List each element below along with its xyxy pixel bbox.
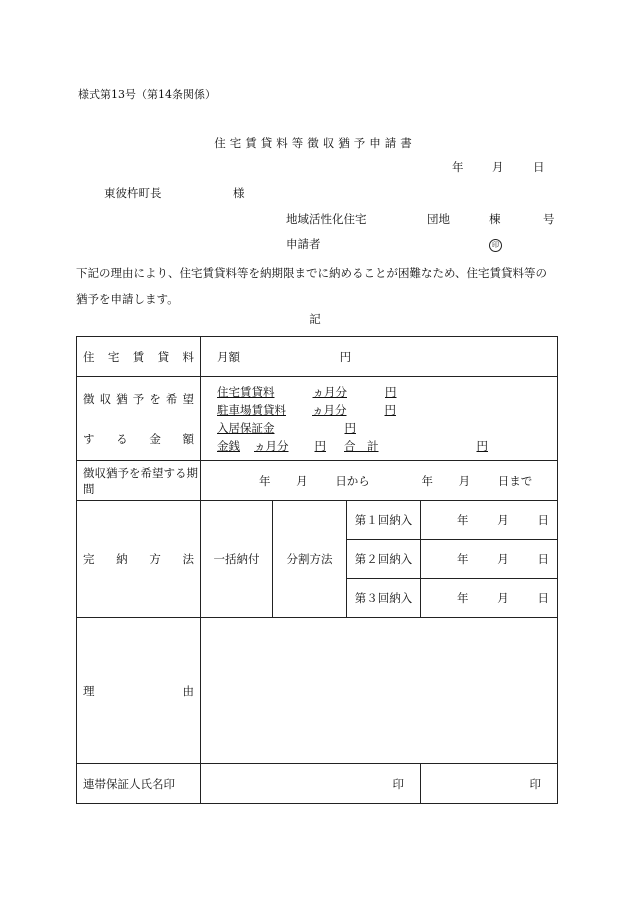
application-table — [76, 336, 558, 804]
fee-line-cash[interactable] — [217, 437, 551, 455]
fee-total-yen: 円 — [476, 438, 488, 453]
amount-label-line2-char: る — [116, 431, 128, 446]
rent-label-char: 賃 — [132, 349, 145, 364]
form-number: 様式第13号（第14条関係） — [78, 88, 216, 101]
rent-value-cell[interactable] — [201, 337, 558, 377]
applicant-label: 申請者 — [286, 237, 321, 251]
period-from-year: 年 — [259, 473, 271, 488]
fee-parking-months: ヵ月分 — [312, 402, 347, 417]
seal-stamp-icon: 印 — [489, 239, 502, 252]
guarantor-seal-1: 印 — [392, 776, 404, 791]
fee-cash-yen: 円 — [314, 438, 326, 453]
installment-2-date[interactable] — [421, 540, 558, 579]
period-to-day: 日まで — [497, 473, 533, 488]
payment-label-char: 法 — [182, 552, 194, 566]
application-statement: 下記の理由により、住宅賃貸料等を納期限までに納めることが困難なため、住宅賃貸料等の猶予を申請します。 — [76, 266, 548, 306]
installment-1-label: 第１回納入 — [347, 501, 421, 540]
fee-line-parking[interactable] — [217, 401, 551, 419]
rent-label — [83, 349, 194, 365]
guarantor-name-field-1[interactable] — [201, 764, 421, 804]
reason-label-cell — [77, 618, 201, 764]
inst3-day: 日 — [537, 591, 550, 605]
inst2-month: 月 — [497, 552, 509, 566]
payment-label-char: 完 — [83, 552, 95, 566]
reason-label-char: 理 — [83, 683, 95, 698]
honorific: 様 — [233, 186, 245, 200]
monthly-label: 月額 — [217, 349, 240, 364]
period-to-year: 年 — [421, 473, 433, 488]
inst1-day: 日 — [537, 513, 550, 527]
rent-label-char: 料 — [182, 349, 194, 364]
addressee: 東彼杵町長 — [104, 186, 162, 200]
rent-label-char: 住 — [83, 349, 95, 364]
installment-3-label: 第３回納入 — [347, 579, 421, 618]
reason-label-char: 由 — [182, 683, 194, 698]
row-guarantor — [77, 764, 558, 804]
installment-3-date[interactable] — [421, 579, 558, 618]
payment-label-char: 方 — [149, 552, 161, 566]
amount-label-cell — [77, 377, 201, 461]
date-year: 年 — [452, 160, 464, 174]
amount-label-line1-char: 収 — [99, 391, 112, 406]
amount-label-line1-char: 予 — [132, 391, 145, 406]
date-month: 月 — [492, 160, 504, 174]
fee-total-label: 合 計 — [344, 438, 379, 453]
applicant-seal — [489, 236, 502, 252]
period-to-month: 月 — [458, 473, 471, 488]
amount-label-line2-char: 額 — [182, 431, 194, 446]
inst2-day: 日 — [537, 552, 550, 566]
inst1-year: 年 — [457, 513, 469, 527]
amount-label-line1-char: を — [149, 391, 161, 406]
inst2-year: 年 — [457, 552, 469, 566]
installment-2-label: 第２回納入 — [347, 540, 421, 579]
payment-label — [83, 551, 194, 567]
row-amount — [77, 377, 558, 461]
fee-rent-name: 住宅賃貸料 — [217, 384, 275, 399]
inst3-year: 年 — [457, 591, 469, 605]
fee-cash-months: ヵ月分 — [254, 438, 289, 453]
document-title: 住宅賃貸料等徴収猶予申請書 — [214, 136, 416, 150]
amount-label-line2-char: す — [83, 431, 95, 446]
row-period — [77, 461, 558, 501]
amount-label-line1-char: 希 — [165, 391, 178, 406]
reason-input-area[interactable] — [201, 618, 558, 764]
payment-label-cell — [77, 501, 201, 618]
fee-rent-yen: 円 — [385, 384, 397, 399]
date-day: 日 — [533, 160, 545, 174]
guarantor-name-field-2[interactable] — [421, 764, 558, 804]
inst3-month: 月 — [497, 591, 509, 605]
rent-label-char: 貸 — [157, 349, 170, 364]
lump-sum-option[interactable]: 一括納付 — [201, 501, 273, 618]
amount-values-cell[interactable] — [201, 377, 558, 461]
guarantor-seal-2: 印 — [529, 776, 542, 791]
split-option[interactable]: 分割方法 — [273, 501, 347, 618]
amount-label-line1 — [83, 379, 194, 419]
rent-label-char: 宅 — [107, 349, 120, 364]
row-reason — [77, 618, 558, 764]
fee-cash-name: 金銭 — [217, 438, 240, 453]
fee-parking-name: 駐車場賃貸料 — [217, 402, 286, 417]
ki-heading: 記 — [309, 312, 321, 326]
danchi-label: 団地 — [427, 212, 450, 226]
rent-yen: 円 — [339, 349, 352, 364]
amount-label-line1-char: 望 — [182, 391, 194, 406]
fee-parking-yen: 円 — [384, 402, 396, 417]
guarantor-label: 連帯保証人氏名印 — [77, 764, 201, 804]
period-from-month: 月 — [296, 473, 308, 488]
period-label: 徴収猶予を希望する期間 — [77, 461, 201, 501]
row-payment-1 — [77, 501, 558, 540]
inst1-month: 月 — [497, 513, 509, 527]
fee-line-deposit[interactable] — [217, 419, 551, 437]
row-rent — [77, 337, 558, 377]
fee-deposit-name: 入居保証金 — [217, 420, 275, 435]
amount-label-line1-char: 猶 — [116, 391, 128, 406]
amount-label-line1-char: 徴 — [83, 391, 95, 406]
reason-label — [83, 683, 194, 699]
amount-label-line2-char: 金 — [149, 431, 161, 446]
fee-deposit-yen: 円 — [344, 420, 356, 435]
rent-label-cell — [77, 337, 201, 377]
gou-label: 号 — [543, 212, 555, 226]
installment-1-date[interactable] — [421, 501, 558, 540]
tou-label: 棟 — [489, 212, 501, 226]
period-value-cell[interactable] — [201, 461, 558, 501]
fee-rent-months: ヵ月分 — [312, 384, 347, 399]
fee-line-rent[interactable] — [217, 383, 551, 401]
payment-label-char: 納 — [116, 552, 128, 566]
housing-label: 地域活性化住宅 — [286, 212, 367, 226]
period-from-day: 日から — [335, 473, 370, 488]
amount-label-line2 — [83, 419, 194, 459]
